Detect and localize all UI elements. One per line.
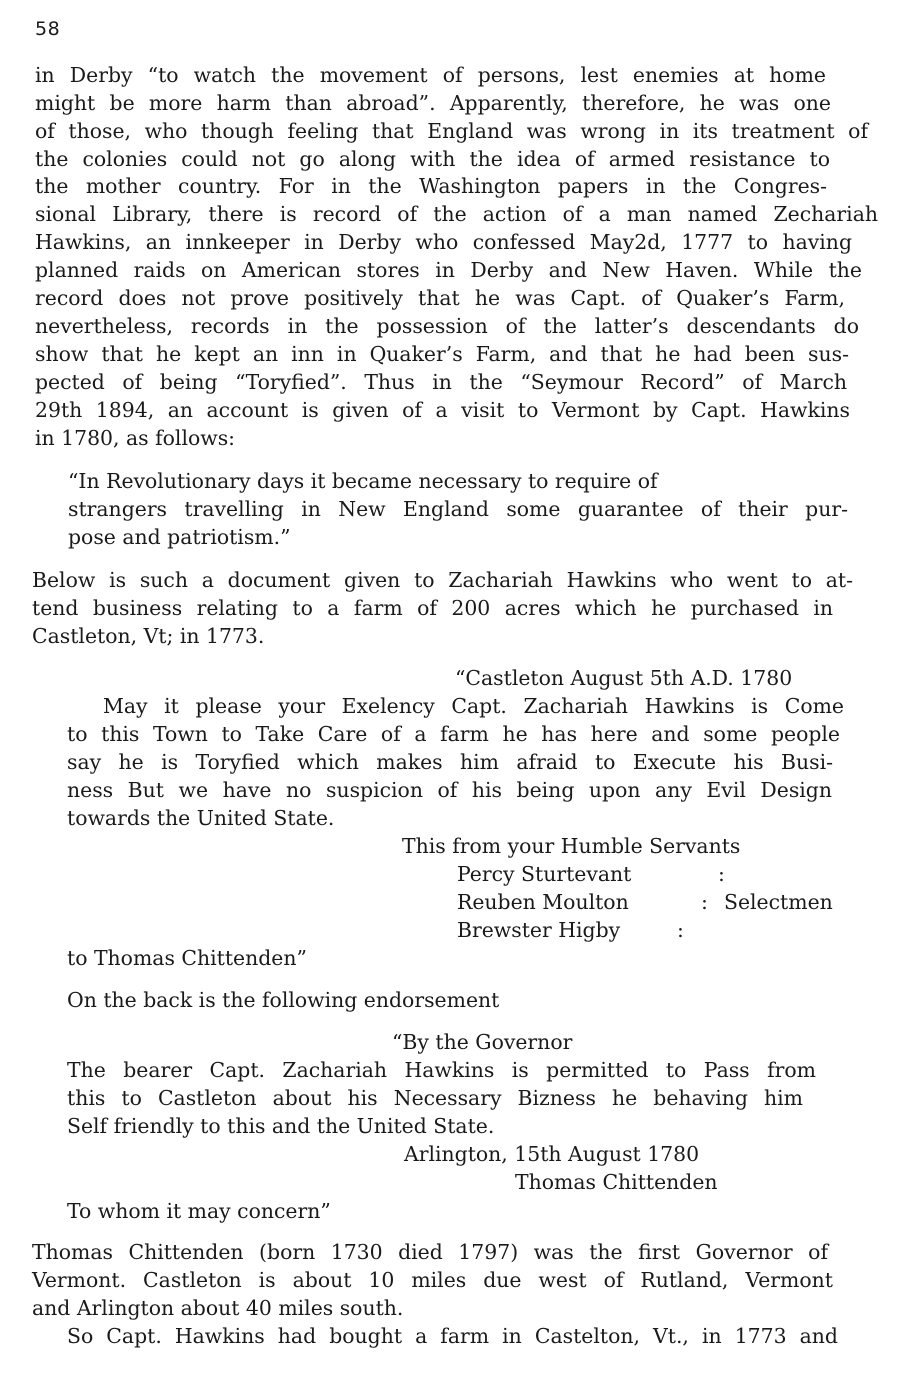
text-line: pected of being “Toryfied”. Thus in the “Seymour Record” of March [35,370,847,394]
signer-name: Reuben Moulton [457,890,629,914]
text-line: Castleton, Vt; in 1773. [32,624,265,648]
letter-dateline: “Castleton August 5th A.D. 1780 [455,666,793,690]
text-line: strangers travelling in New England some guarantee of their pur- [68,497,848,521]
text-line: to this Town to Take Care of a farm he has here and some people [67,722,840,746]
text-line: might be more harm than abroad”. Apparently, therefore, he was one [35,91,831,115]
text-line: the mother country. For in the Washington papers in the Congres- [35,174,827,198]
endorsement-signer: Thomas Chittenden [515,1170,718,1194]
letter-closing: This from your Humble Servants [402,834,741,858]
text-line: ness But we have no suspicion of his being upon any Evil Design [67,778,832,802]
signer-colon: : [701,890,708,914]
text-line: planned raids on American stores in Derby and New Haven. While the [35,258,862,282]
text-line: show that he kept an inn in Quaker’s Farm, and that he had been sus- [35,342,849,366]
signer-colon: : [677,918,684,942]
text-line: this to Castleton about his Necessary Bizness he behaving him [67,1086,803,1110]
text-line: the colonies could not go along with the idea of armed resistance to [35,147,830,171]
signer-name: Brewster Higby [457,918,621,942]
text-line: sional Library, there is record of the action of a man named Zechariah [35,202,878,226]
endorsement-heading: “By the Governor [392,1030,573,1054]
endorsement-intro: On the back is the following endorsement [67,988,500,1012]
text-line: Thomas Chittenden (born 1730 died 1797) was the first Governor of [32,1240,828,1264]
page-number: 58 [35,18,61,40]
signer-name: Percy Sturtevant [457,862,632,886]
endorsement-place-date: Arlington, 15th August 1780 [404,1142,700,1166]
text-line: The bearer Capt. Zachariah Hawkins is permitted to Pass from [67,1058,816,1082]
letter-addressee: to Thomas Chittenden” [67,946,307,970]
text-line: “In Revolutionary days it became necessary to require of [68,469,658,493]
text-line: So Capt. Hawkins had bought a farm in Castelton, Vt., in 1773 and [67,1324,838,1348]
text-line: tend business relating to a farm of 200 acres which he purchased in [32,596,833,620]
text-line: 29th 1894, an account is given of a visit to Vermont by Capt. Hawkins [35,398,850,422]
text-line: May it please your Exelency Capt. Zachariah Hawkins is Come [103,694,844,718]
signer-colon: : [718,862,725,886]
text-line: and Arlington about 40 miles south. [32,1296,404,1320]
text-line: Self friendly to this and the United State. [67,1114,495,1138]
text-line: Below is such a document given to Zachariah Hawkins who went to at- [32,568,853,592]
text-line: in 1780, as follows: [35,426,236,450]
text-line: towards the United State. [67,806,335,830]
text-line: pose and patriotism.” [68,525,291,549]
text-line: Hawkins, an innkeeper in Derby who confessed May2d, 1777 to having [35,230,852,254]
signers-role: Selectmen [724,890,833,914]
endorsement-addressee: To whom it may concern” [67,1199,331,1223]
text-line: Vermont. Castleton is about 10 miles due west of Rutland, Vermont [32,1268,833,1292]
text-line: in Derby “to watch the movement of persons, lest enemies at home [35,63,826,87]
text-line: nevertheless, records in the possession of the latter’s descendants do [35,314,859,338]
text-line: of those, who though feeling that England was wrong in its treatment of [35,119,868,143]
text-line: record does not prove positively that he was Capt. of Quaker’s Farm, [35,286,845,310]
text-line: say he is Toryfied which makes him afraid to Execute his Busi- [67,750,833,774]
